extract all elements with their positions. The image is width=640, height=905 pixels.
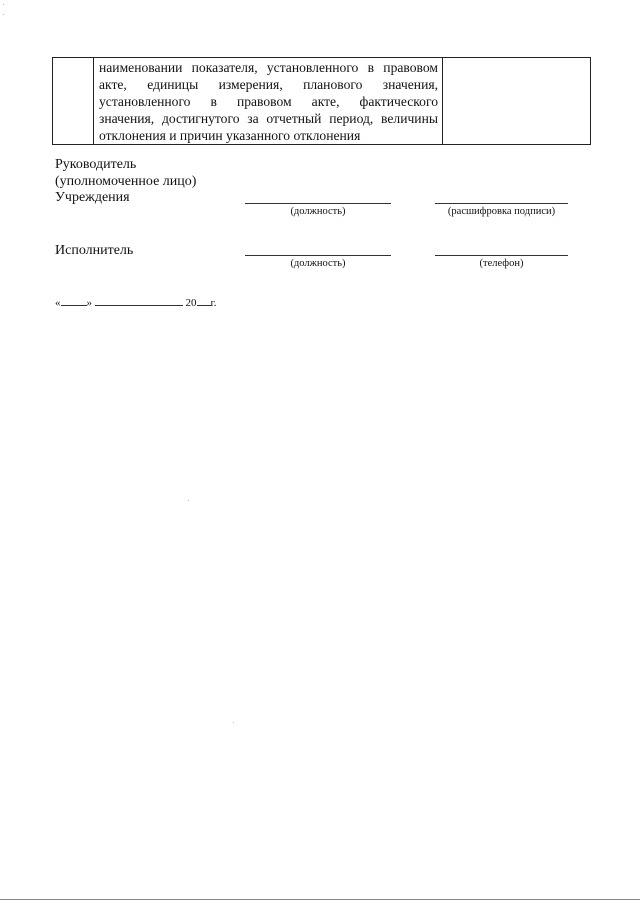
table-cell-number <box>53 58 94 145</box>
head-label-line1: Руководитель <box>55 157 137 172</box>
executor-phone-line <box>435 255 568 256</box>
date-line <box>55 296 217 310</box>
description-text <box>94 58 442 144</box>
scan-artifact <box>3 14 4 15</box>
report-table-fragment <box>52 57 591 145</box>
table-cell-value <box>443 58 591 145</box>
head-decoding-line <box>435 203 568 204</box>
head-label-line3: Учреждения <box>55 190 130 205</box>
description-line: значения, достигнутого за отчетный период, величины <box>99 111 438 126</box>
scan-artifact <box>188 500 189 501</box>
scan-artifact <box>233 722 234 723</box>
description-line: акте, единицы измерения, планового значения, <box>99 77 438 92</box>
executor-position-line <box>245 255 391 256</box>
scan-artifact <box>3 4 4 5</box>
description-line: отклонения и причин указанного отклонения <box>99 128 361 143</box>
date-open-quote: « <box>55 297 61 309</box>
date-year-prefix: 20 <box>185 297 197 309</box>
executor-phone-caption: (телефон) <box>479 258 524 269</box>
date-day-blank <box>61 296 87 306</box>
executor-position-caption: (должность) <box>290 258 346 269</box>
table-cell-description <box>94 58 443 145</box>
head-position-caption: (должность) <box>290 206 346 217</box>
head-label-line2: (уполномоченное лицо) <box>55 174 197 189</box>
head-position-line <box>245 203 391 204</box>
date-year-blank <box>197 296 211 306</box>
table-row <box>53 58 591 145</box>
page-bottom-edge <box>0 899 640 900</box>
head-decoding-caption: (расшифровка подписи) <box>447 206 556 217</box>
executor-label: Исполнитель <box>55 243 134 258</box>
description-line: наименовании показателя, установленного в правовом <box>99 60 438 75</box>
date-year-suffix: г. <box>210 297 217 309</box>
date-close-quote: » <box>86 297 92 309</box>
date-month-blank <box>95 296 183 306</box>
description-line: установленного в правовом акте, фактического <box>99 94 438 109</box>
